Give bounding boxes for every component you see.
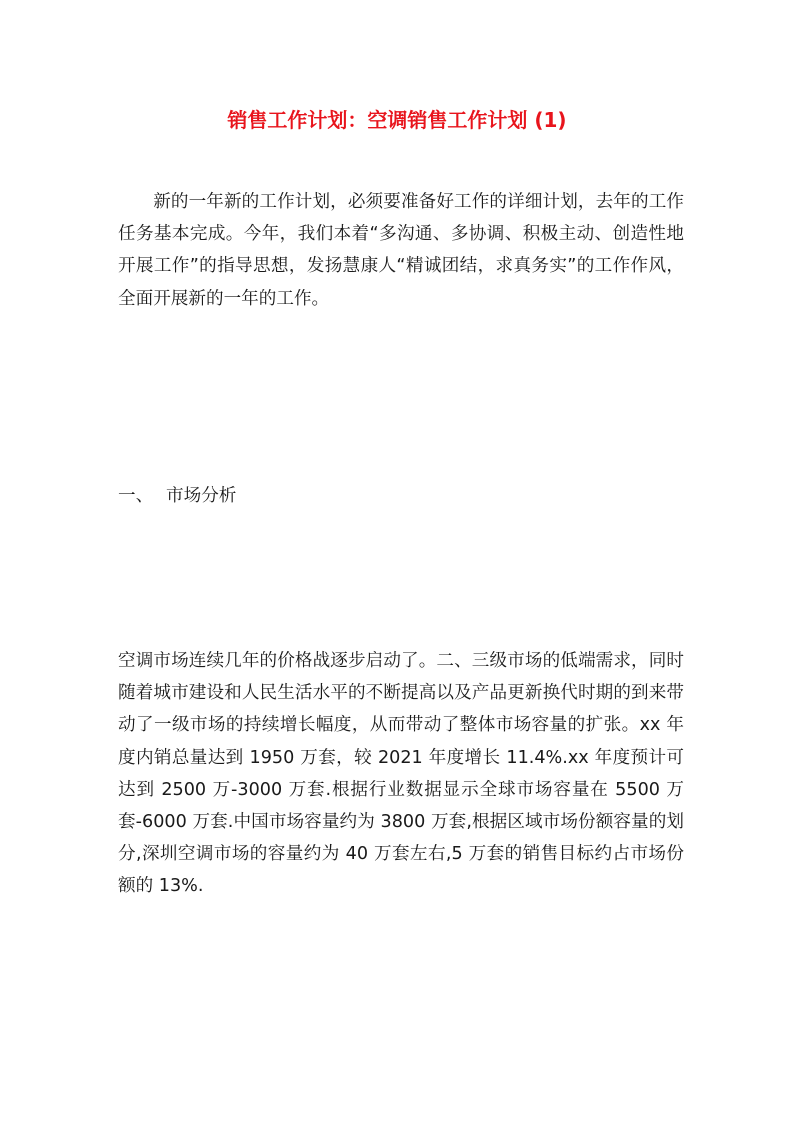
section-number: 一、 (118, 486, 154, 506)
section-heading-text: 市场分析 (166, 486, 237, 506)
section-heading (118, 482, 236, 510)
document-title: 销售工作计划：空调销售工作计划 (1) (227, 108, 567, 132)
market-analysis-paragraph: 空调市场连续几年的价格战逐步启动了。二、三级市场的低端需求，同时随着城市建设和人民生活水平的不断提高以及产品更新换代时期的到来带动了一级市场的持续增长幅度，从而带动了整体市场容量的扩张。xx 年度内销总量达到 1950 万套，较 2021 年度增长 11.4%.xx 年度预计可达到 2500 万-3000 万套.根据行业数据显示全球市场容量在 5500 万套-6000 万套.中国市场容量约为 3800 万套,根据区域市场份额容量的划分,深圳空调市场的容量约为 40 万套左右,5 万套的销售目标约占市场份额的 13%. (118, 651, 684, 897)
intro-paragraph: 新的一年新的工作计划，必须要准备好工作的详细计划，去年的工作任务基本完成。今年，我们本着“多沟通、多协调、积极主动、创造性地开展工作”的指导思想，发扬慧康人“精诚团结，求真务实”的工作作风，全面开展新的一年的工作。 (118, 192, 684, 309)
